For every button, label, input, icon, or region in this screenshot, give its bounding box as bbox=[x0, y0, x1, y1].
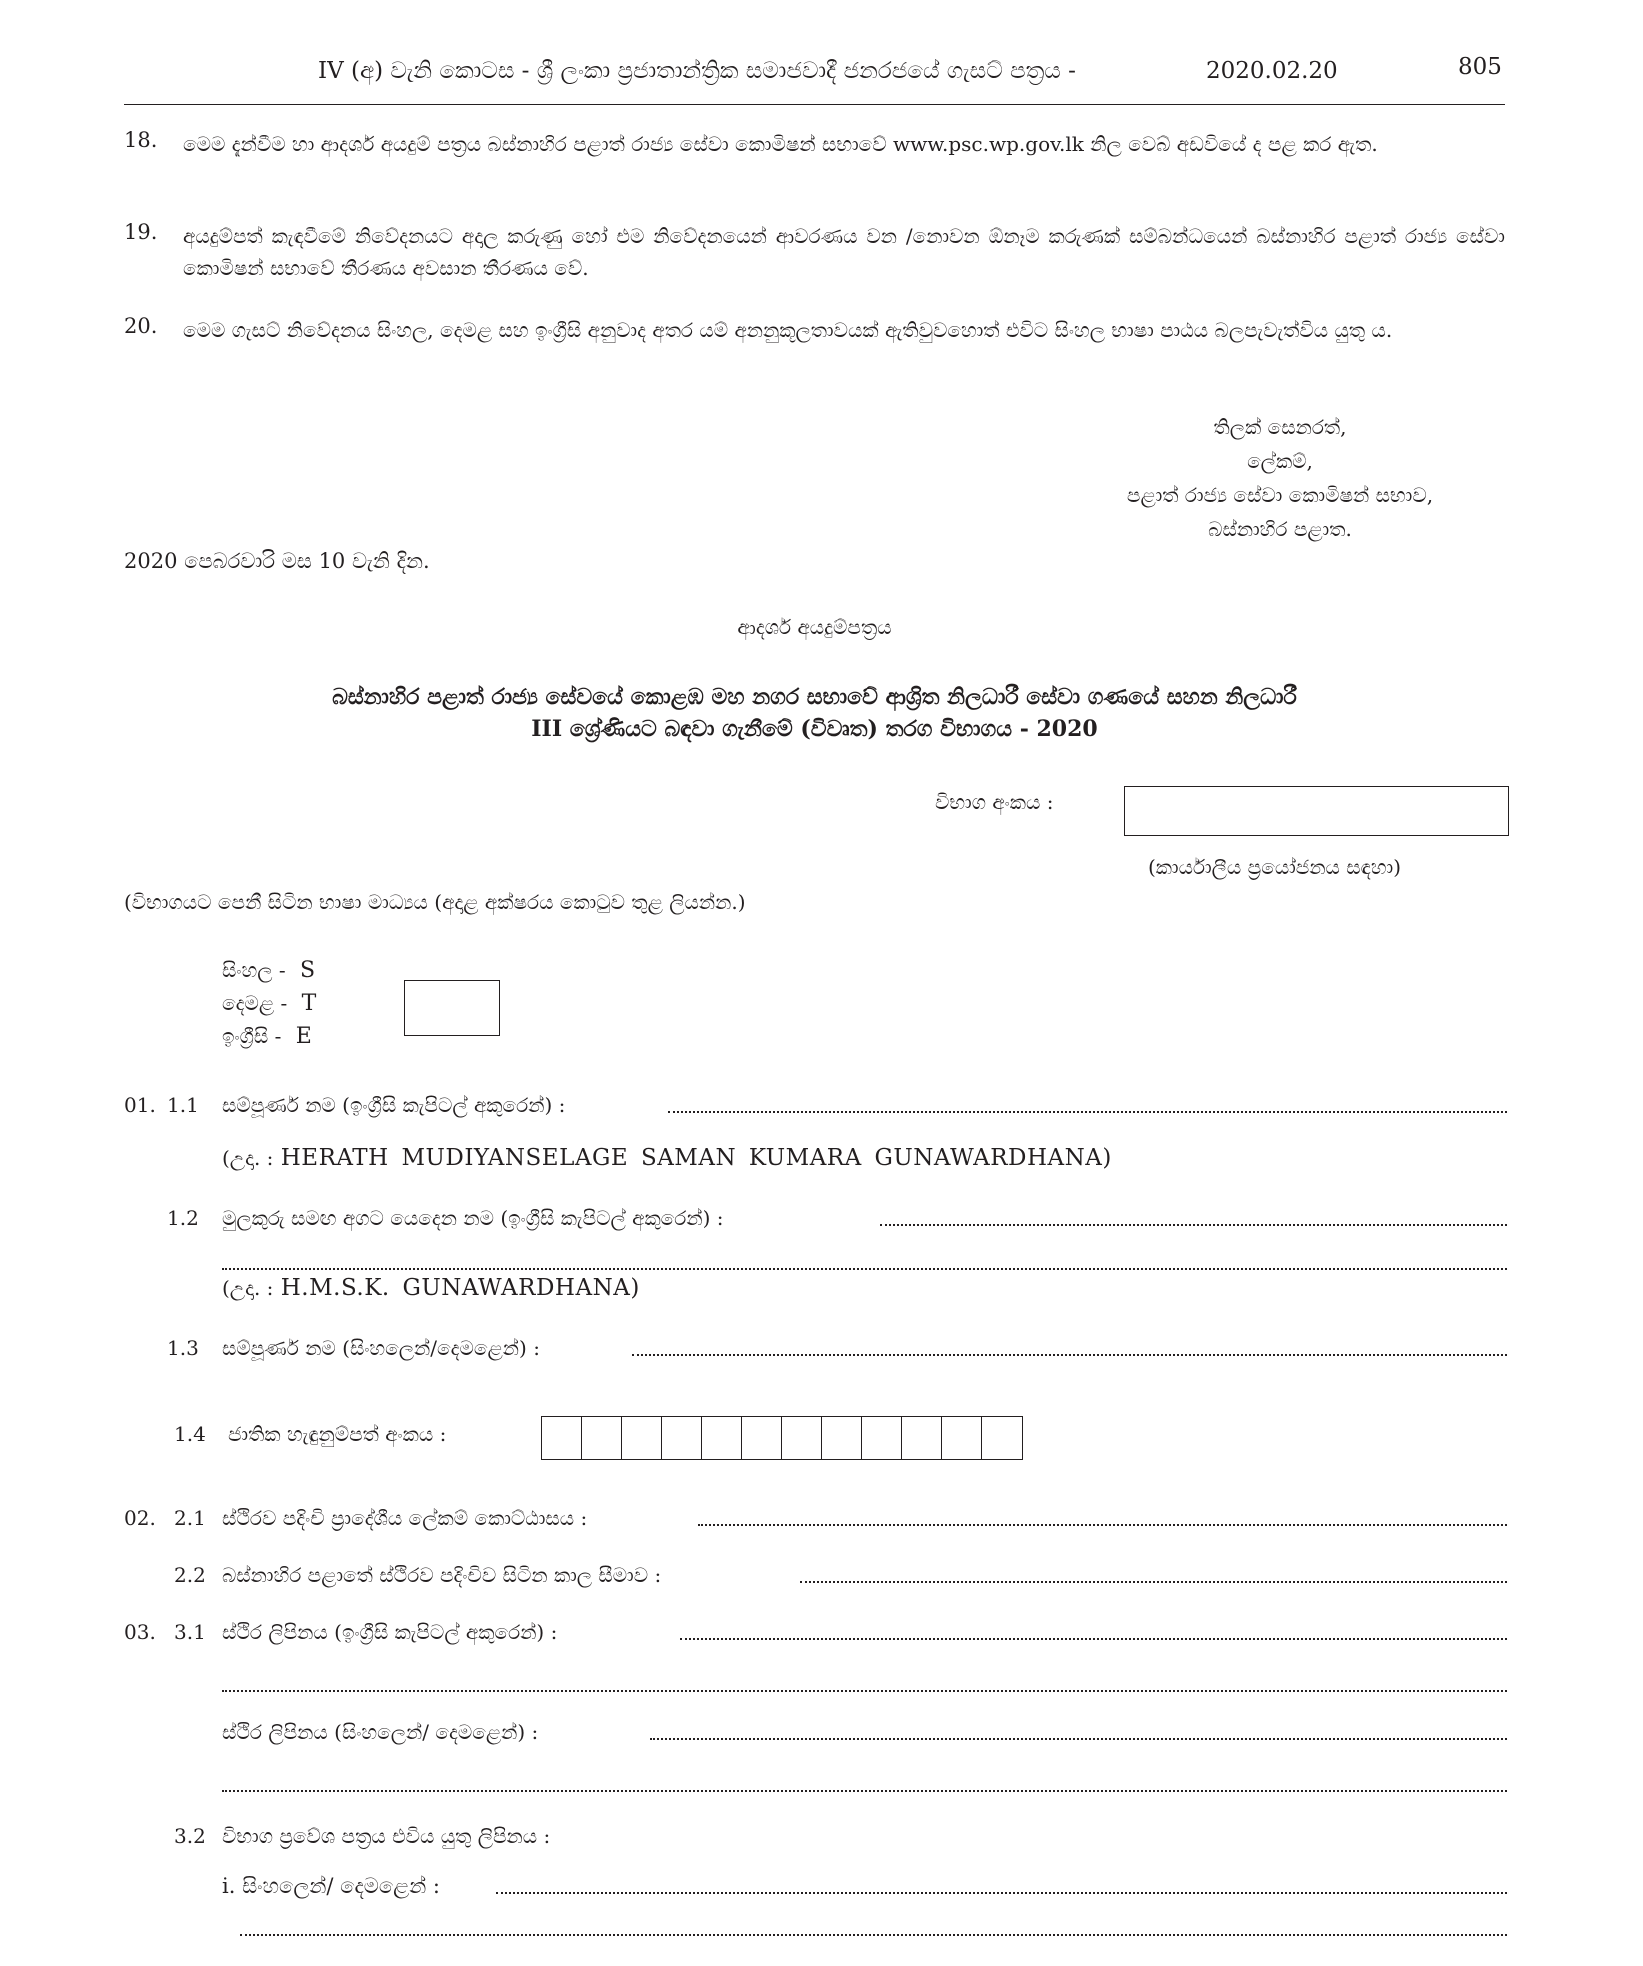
residence-period-label: බස්නාහිර පළාතේ ස්ථිරව පදිංචිව සිටින කාල සීමාව : bbox=[222, 1563, 662, 1587]
medium-option-english: ඉංග්‍රීසි - E bbox=[222, 1024, 312, 1049]
divisional-secretariat-label: ස්ථිරව පදිංචි ප්‍රාදේශීය ලේකම් කොට්ඨාසය : bbox=[222, 1506, 588, 1530]
nic-digit-box[interactable] bbox=[542, 1417, 582, 1459]
field-number: 1.4 bbox=[174, 1422, 206, 1446]
admission-address-local-label: i. සිංහලෙන්/ දෙමළෙන් : bbox=[222, 1874, 441, 1898]
paragraph-text: අයදුම්පත් කැඳවීමේ නිවේදනයට අදාල කරුණු හෝ එම නිවේදනයෙන් ආවරණය වන /නොවන ඕනෑම කරුණක් සම්බන්ධයෙන් බස්නාහිර පළාත් රාජ්‍ය සේවා කොමිෂන් සභාවේ තීරණය අවසාන තීරණය වේ. bbox=[183, 224, 1505, 280]
header-part-title: IV (අ) වැනි කොටස - ශ්‍රී ලංකා ප්‍රජාතාන්ත්‍රික සමාජවාදී ජනරජයේ ගැසට් පත්‍රය - bbox=[318, 58, 1076, 84]
nic-digit-box[interactable] bbox=[822, 1417, 862, 1459]
nic-digit-box[interactable] bbox=[662, 1417, 702, 1459]
full-name-english-label: සම්පූර්ණ නම (ඉංග්‍රීසි කැපිටල් අකුරෙන්) : bbox=[222, 1093, 566, 1117]
office-use-note: (කාර්යාලීය ප්‍රයෝජනය සඳහා) bbox=[1148, 855, 1402, 879]
field-number: 3.1 bbox=[174, 1620, 206, 1644]
paragraph-number: 19. bbox=[124, 220, 158, 244]
full-name-example: (උදා. : HERATH MUDIYANSELAGE SAMAN KUMARA GUNAWARDHANA) bbox=[222, 1145, 1112, 1171]
paragraph-text: මෙම දැන්වීම හා ආදර්ශ අයදුම් පත්‍රය බස්නාහිර පළාත් රාජ්‍ය සේවා කොමිෂන් සභාවේ www.psc.wp.gov.lk නිල වෙබ් අඩවියේ ද පළ කර ඇත. bbox=[183, 132, 1378, 156]
signatory-org: පළාත් රාජ්‍ය සේවා කොමිෂන් සභාව, bbox=[1126, 483, 1434, 507]
field-number: 2.2 bbox=[174, 1563, 206, 1587]
residence-period-field[interactable] bbox=[800, 1581, 1507, 1583]
medium-options bbox=[222, 954, 316, 1053]
nic-number-boxes[interactable] bbox=[541, 1416, 1023, 1460]
header-date: 2020.02.20 bbox=[1206, 58, 1338, 84]
name-with-initials-field[interactable] bbox=[880, 1224, 1507, 1226]
field-number: 1.3 bbox=[167, 1336, 199, 1360]
field-number: 1.1 bbox=[167, 1093, 199, 1117]
nic-label: ජාතික හැඳුනුම්පත් අංකය : bbox=[228, 1422, 447, 1446]
name-with-initials-label: මුලකුරු සමඟ අගට යෙදෙන නම (ඉංග්‍රීසි කැපිටල් අකුරෙන්) : bbox=[222, 1206, 724, 1230]
admission-address-label: විභාග ප්‍රවේශ පත්‍රය එවිය යුතු ලිපිනය : bbox=[222, 1824, 551, 1848]
medium-box[interactable] bbox=[404, 980, 500, 1036]
nic-digit-box[interactable] bbox=[862, 1417, 902, 1459]
paragraph-number: 18. bbox=[124, 128, 158, 152]
signatory-province: බස්නාහිර පළාත. bbox=[1208, 517, 1352, 541]
section-number: 01. bbox=[124, 1093, 156, 1117]
form-title-line1: බස්නාහිර පළාත් රාජ්‍ය සේවයේ කොළඹ මහ නගර සභාවේ ආශ්‍රිත නිලධාරී සේවා ගණයේ සහන නිලධාරී bbox=[332, 684, 1297, 710]
nic-digit-box[interactable] bbox=[622, 1417, 662, 1459]
nic-digit-box[interactable] bbox=[782, 1417, 822, 1459]
medium-option-sinhala: සිංහල - S bbox=[222, 958, 316, 983]
full-name-local-label: සම්පූර්ණ නම (සිංහලෙන්/දෙමළෙන්) : bbox=[222, 1336, 540, 1360]
paragraph-number: 20. bbox=[124, 314, 158, 338]
full-name-english-field[interactable] bbox=[668, 1111, 1507, 1113]
field-number: 3.2 bbox=[174, 1824, 206, 1848]
permanent-address-local-field[interactable] bbox=[650, 1738, 1507, 1740]
admission-address-local-field-line2[interactable] bbox=[240, 1934, 1507, 1936]
issue-date: 2020 පෙබරවාරි මස 10 වැනි දින. bbox=[124, 549, 430, 573]
permanent-address-local-label: ස්ථිර ලිපිනය (සිංහලෙන්/ දෙමළෙන්) : bbox=[222, 1720, 539, 1744]
form-title-line2: III ශ්‍රේණියට බඳවා ගැනීමේ (විවෘත) තරග විභාගය - 2020 bbox=[531, 716, 1098, 742]
section-number: 03. bbox=[124, 1620, 156, 1644]
field-number: 1.2 bbox=[167, 1206, 199, 1230]
signature-block bbox=[1020, 410, 1540, 546]
header-rule bbox=[124, 104, 1505, 105]
page-number: 805 bbox=[1458, 54, 1502, 80]
medium-instruction: (විභාගයට පෙනී සිටින භාෂා මාධ්‍යය (අදාළ අක්ෂරය කොටුව තුළ ලියන්න.) bbox=[124, 890, 746, 914]
full-name-local-field[interactable] bbox=[632, 1354, 1507, 1356]
field-number: 2.1 bbox=[174, 1506, 206, 1530]
nic-digit-box[interactable] bbox=[982, 1417, 1022, 1459]
permanent-address-english-field[interactable] bbox=[680, 1638, 1507, 1640]
permanent-address-local-field-line2[interactable] bbox=[222, 1790, 1507, 1792]
section-number: 02. bbox=[124, 1506, 156, 1530]
nic-digit-box[interactable] bbox=[702, 1417, 742, 1459]
form-heading: ආදර්ශ අයදුම්පත්‍රය bbox=[737, 615, 892, 639]
exam-number-label: විභාග අංකය : bbox=[935, 790, 1054, 814]
name-with-initials-example: (උදා. : H.M.S.K. GUNAWARDHANA) bbox=[222, 1275, 640, 1301]
name-with-initials-field-line2[interactable] bbox=[222, 1268, 1507, 1270]
nic-digit-box[interactable] bbox=[902, 1417, 942, 1459]
signatory-title: ලේකම්, bbox=[1247, 449, 1313, 473]
divisional-secretariat-field[interactable] bbox=[698, 1524, 1507, 1526]
signatory-name: තිලක් සෙනරත්, bbox=[1213, 415, 1347, 439]
medium-option-tamil: දෙමළ - T bbox=[222, 991, 317, 1016]
paragraph-text: මෙම ගැසට් නිවේදනය සිංහල, දෙමළ සහ ඉංග්‍රීසි අනුවාද අතර යම් අනනුකූලතාවයක් ඇතිවුවහොත් එවිට සිංහල භාෂා පාඨය බලපැවැත්විය යුතු ය. bbox=[183, 318, 1393, 342]
admission-address-local-field[interactable] bbox=[496, 1892, 1507, 1894]
nic-digit-box[interactable] bbox=[742, 1417, 782, 1459]
nic-digit-box[interactable] bbox=[942, 1417, 982, 1459]
exam-number-box[interactable] bbox=[1124, 786, 1509, 836]
permanent-address-english-label: ස්ථිර ලිපිනය (ඉංග්‍රීසි කැපිටල් අකුරෙන්) : bbox=[222, 1620, 558, 1644]
permanent-address-english-field-line2[interactable] bbox=[222, 1690, 1507, 1692]
nic-digit-box[interactable] bbox=[582, 1417, 622, 1459]
